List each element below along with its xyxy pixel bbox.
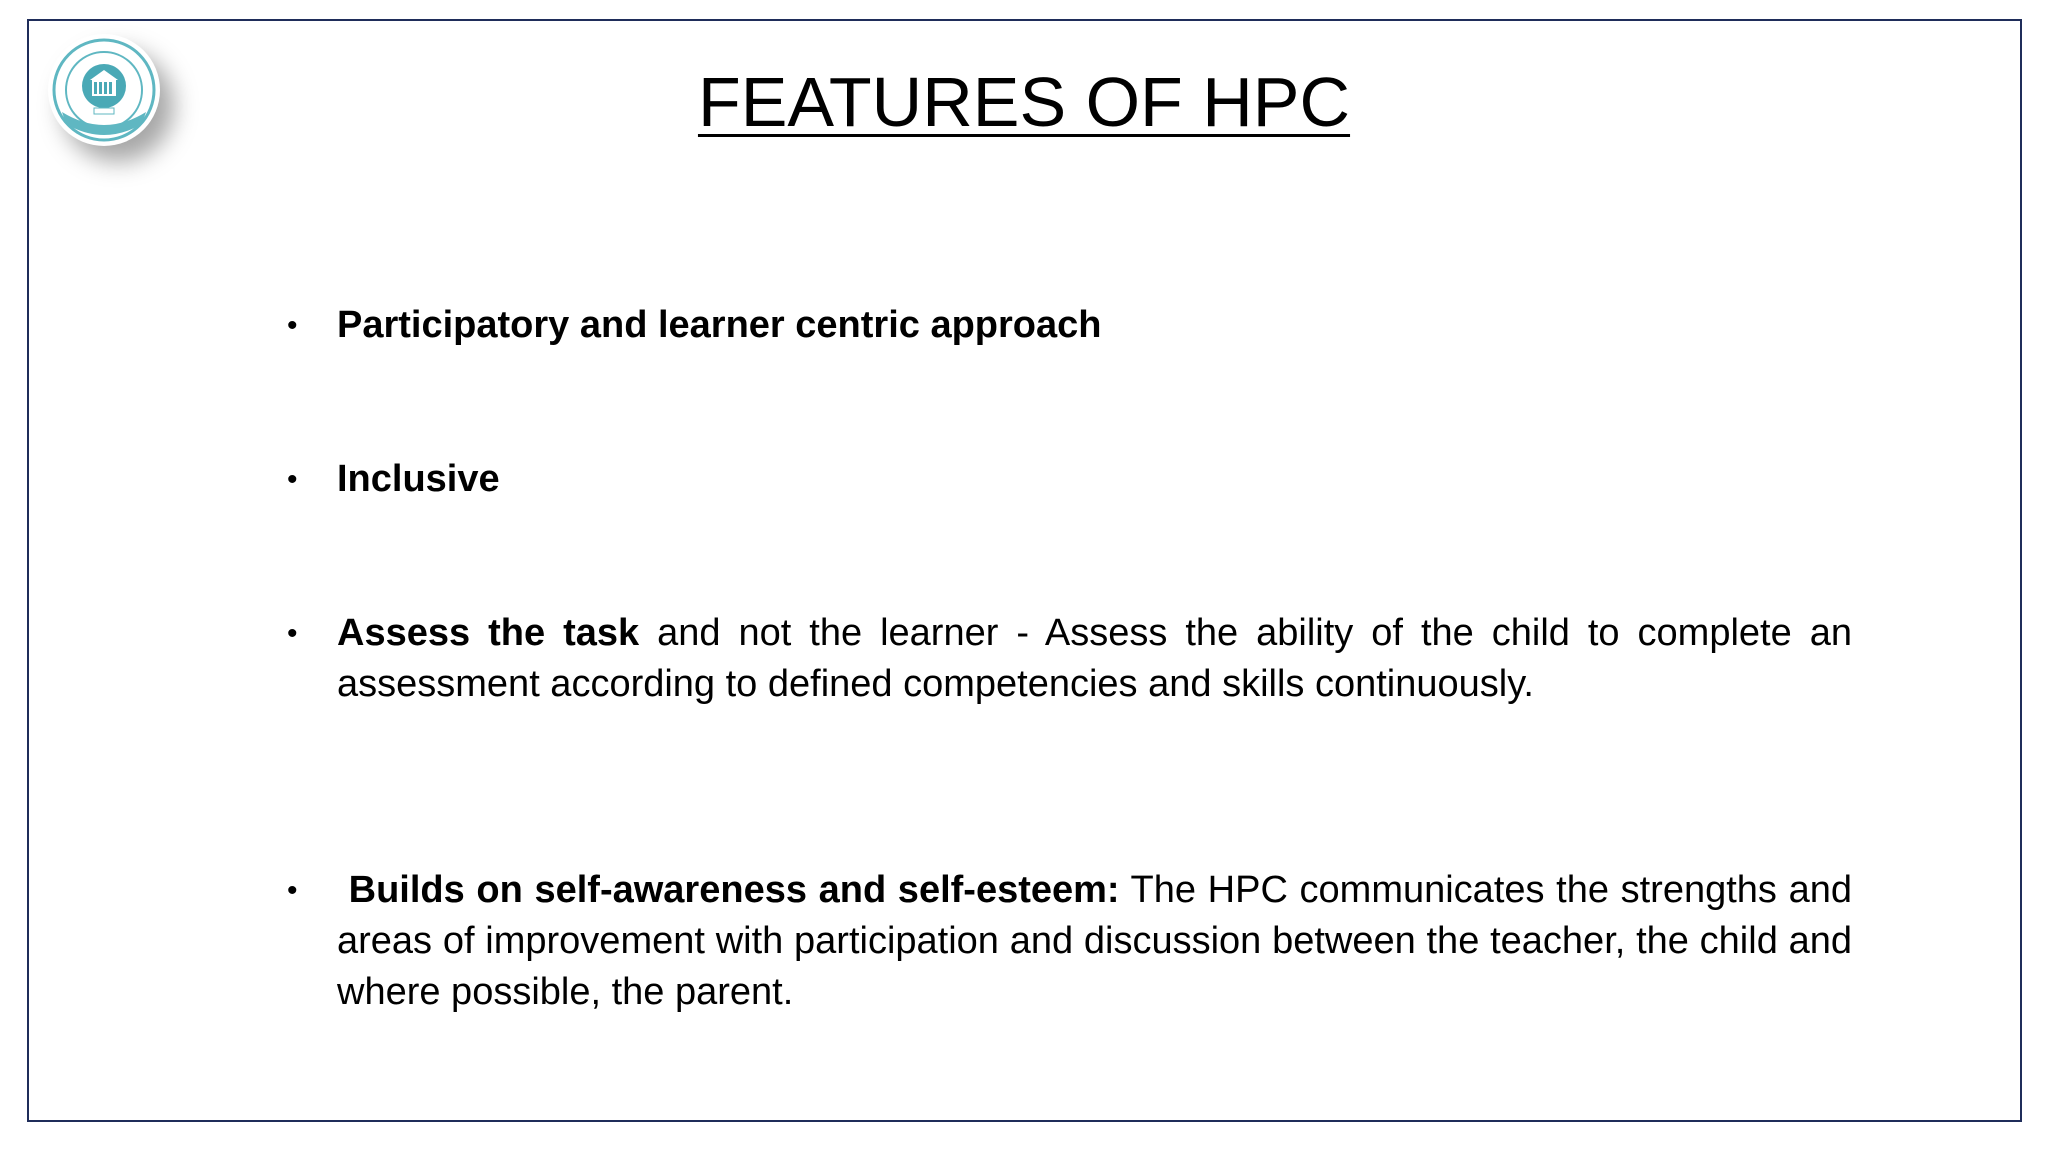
bullet-body-text: and not the learner - Assess the ability of the child to complete an assessment according to defined competencies and skills continuously. [337,612,1852,705]
list-item [287,865,1852,1018]
bullet-icon: • [287,874,298,907]
list-item [287,608,1852,710]
bullet-body-text: The HPC communicates the strengths and areas of improvement with participation and discussion between the teacher, the child and where possible, the parent. [337,869,1852,1013]
bullet-icon: • [287,309,298,342]
bullet-icon: • [287,463,298,496]
bullet-bold-text: Assess the task [337,612,640,654]
list-item [287,454,1852,505]
slide-title [0,62,2048,142]
bullet-icon: • [287,617,298,650]
bullet-bold-text: Inclusive [337,458,500,500]
list-item [287,300,1852,351]
bullet-bold-text: Participatory and learner centric approach [337,304,1102,346]
bullet-bold-text: Builds on self-awareness and self-esteem: [337,869,1120,911]
slide-title-text: FEATURES OF HPC [697,63,1351,141]
